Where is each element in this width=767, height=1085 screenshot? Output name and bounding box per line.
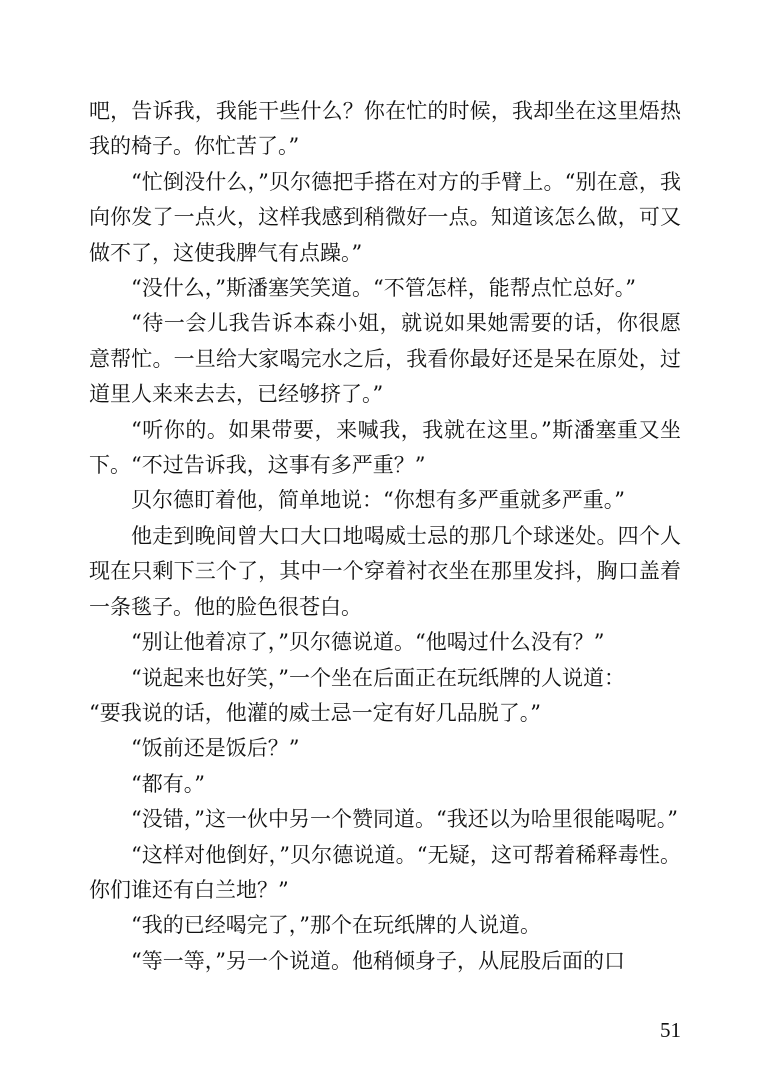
paragraph: “要我说的话，他灌的威士忌一定有好几品脱了。” <box>89 700 541 725</box>
page-number: 51 <box>660 1018 681 1042</box>
body-text <box>89 94 681 979</box>
paragraph: “说起来也好笑，”一个坐在后面正在玩纸牌的人说道： <box>131 665 625 690</box>
paragraph: “没什么，”斯潘塞笑笑道。“不管怎样，能帮点忙总好。” <box>131 276 636 301</box>
paragraph: “这样对他倒好，”贝尔德说道。“无疑，这可帮着稀释毒性。你们谁还有白兰地？” <box>89 842 681 902</box>
paragraph: 他走到晚间曾大口大口地喝威士忌的那几个球迷处。四个人现在只剩下三个了，其中一个穿着衬衣坐在那里发抖，胸口盖着一条毯子。他的脸色很苍白。 <box>89 523 681 619</box>
paragraph: “饭前还是饭后？” <box>131 736 300 761</box>
paragraph: “忙倒没什么，”贝尔德把手搭在对方的手臂上。“别在意，我向你发了一点火，这样我感到稍微好一点。知道该怎么做，可又做不了，这使我脾气有点躁。” <box>89 169 681 265</box>
paragraph: “都有。” <box>131 771 205 796</box>
paragraph: “我的已经喝完了，”那个在玩纸牌的人说道。 <box>131 913 541 938</box>
paragraph: 贝尔德盯着他，简单地说：“你想有多严重就多严重。” <box>131 488 625 513</box>
paragraph: “等一等，”另一个说道。他稍倾身子，从屁股后面的口 <box>131 948 625 973</box>
paragraph: 吧，告诉我，我能干些什么？你在忙的时候，我却坐在这里焐热我的椅子。你忙苦了。” <box>89 99 681 159</box>
paragraph: “没错，”这一伙中另一个赞同道。“我还以为哈里很能喝呢。” <box>131 807 678 832</box>
paragraph: “听你的。如果带要，来喊我，我就在这里。”斯潘塞重又坐下。“不过告诉我，这事有多严重？” <box>89 417 681 478</box>
paragraph: “待一会儿我告诉本森小姐，就说如果她需要的话，你很愿意帮忙。一旦给大家喝完水之后，我看你最好还是呆在原处，过道里人来来去去，已经够挤了。” <box>89 311 681 407</box>
paragraph: “别让他着凉了，”贝尔德说道。“他喝过什么没有？” <box>131 630 605 655</box>
